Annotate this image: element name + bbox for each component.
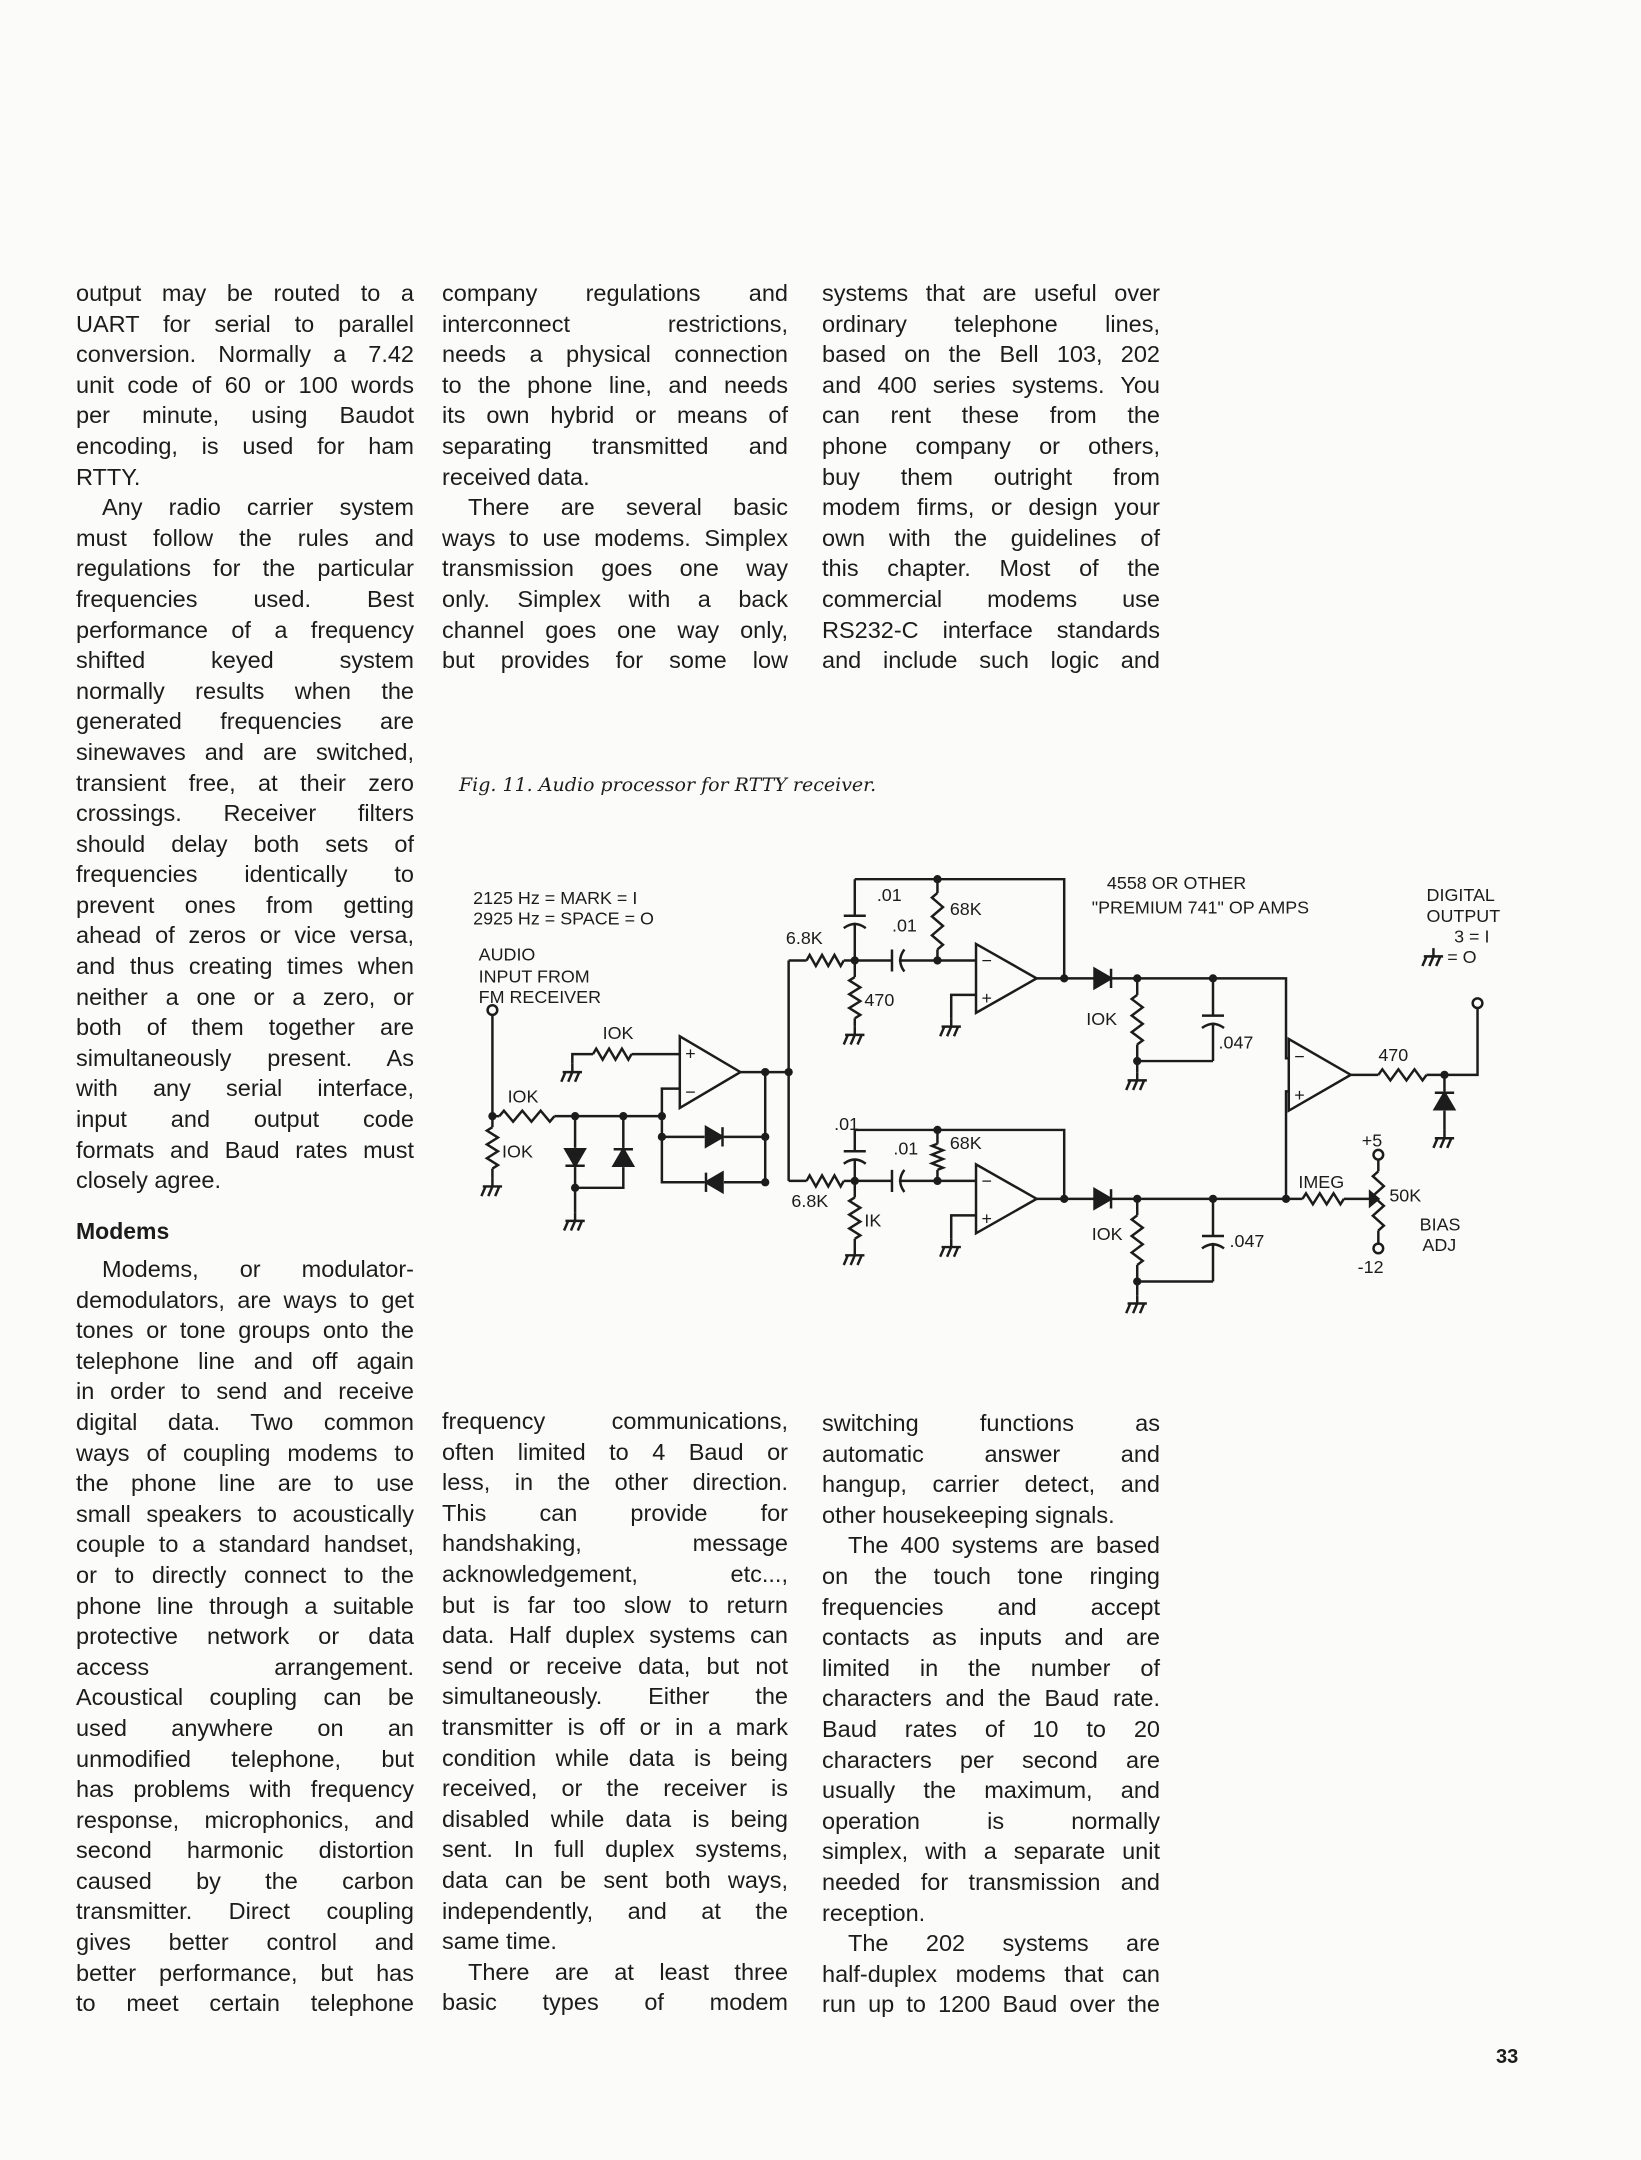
schematic-label-opamps2: "PREMIUM 741" OP AMPS — [1091, 897, 1310, 918]
op-amp-pin-sign: + — [981, 1208, 993, 1229]
text-line: frequency communications, — [442, 1408, 788, 1434]
text-line: performance of a frequency — [76, 616, 414, 643]
diode — [1095, 1189, 1112, 1208]
diode — [565, 1149, 584, 1166]
text-line: formats and Baud rates must — [76, 1136, 414, 1163]
text-line: better performance, but has — [76, 1959, 414, 1986]
text-line: contacts as inputs and are — [822, 1624, 1160, 1651]
text-line: data. Half duplex systems can — [442, 1622, 788, 1649]
text-line: or to directly connect to the — [76, 1561, 414, 1588]
op-amp-pin-sign: − — [685, 1082, 696, 1103]
text-line: characters per second are — [822, 1746, 1160, 1773]
resistor — [1132, 1215, 1143, 1265]
text-line: company regulations and — [442, 280, 788, 306]
text-line: phone company or others, — [822, 432, 1160, 459]
schematic-label-r470-top: 470 — [864, 989, 895, 1010]
resistor — [932, 893, 943, 949]
op-amp-pin-sign: − — [981, 950, 993, 971]
text-line: with any serial interface, — [76, 1075, 414, 1102]
text-line: systems that are useful over — [822, 280, 1160, 306]
text-line: normally results when the — [76, 677, 414, 704]
capacitor — [1202, 1199, 1224, 1282]
text-line: needs a physical connection — [442, 341, 788, 368]
text-line: unmodified telephone, but — [76, 1745, 414, 1772]
text-line: buy them outright from — [822, 463, 1160, 490]
text-line: simultaneously. Either the — [442, 1683, 788, 1710]
paragraph — [442, 278, 788, 492]
schematic-label-imeg: IMEG — [1298, 1171, 1345, 1192]
text-line: transmitter. Direct coupling — [76, 1898, 414, 1925]
schematic-label-plus5: +5 — [1361, 1130, 1383, 1151]
text-line: frequencies identically to — [76, 861, 414, 888]
text-line: data can be sent both ways, — [442, 1866, 788, 1893]
text-line: in order to send and receive — [76, 1378, 414, 1405]
text-line: transmitter is off or in a mark — [442, 1713, 788, 1740]
text-line: its own hybrid or means of — [442, 402, 788, 429]
figure-caption: Fig. 11. Audio processor for RTTY receiver. — [459, 774, 877, 796]
text-line: reception. — [822, 1899, 926, 1926]
wire — [554, 1089, 679, 1117]
text-line: automatic answer and — [822, 1440, 1160, 1467]
ground-symbol — [1422, 948, 1443, 966]
ground-symbol — [481, 1178, 502, 1196]
paragraph — [76, 492, 414, 1196]
text-line: basic types of modem — [442, 1989, 788, 2016]
text-line: handshaking, message — [442, 1530, 788, 1557]
schematic-label-space: 2925 Hz = SPACE = O — [473, 908, 654, 929]
diode — [614, 1149, 633, 1166]
resistor — [593, 1049, 632, 1060]
wire — [572, 1054, 593, 1064]
text-line: prevent ones from getting — [76, 891, 414, 918]
ground-symbol — [940, 1239, 961, 1257]
ground-symbol — [844, 1247, 865, 1265]
circuit-schematic — [469, 861, 1523, 1330]
schematic-label-r1k-bot: IK — [864, 1210, 882, 1231]
schematic-label-c047-bot: .047 — [1229, 1231, 1265, 1252]
text-line: condition while data is being — [442, 1744, 788, 1771]
text-block — [76, 1254, 414, 2019]
text-line: UART for serial to parallel — [76, 310, 414, 337]
text-line: based on the Bell 103, 202 — [822, 341, 1160, 368]
text-line: Any radio carrier system — [102, 494, 414, 521]
diode — [706, 1173, 723, 1192]
schematic-label-bias2: ADJ — [1422, 1235, 1457, 1256]
ground-symbol — [844, 1027, 865, 1045]
text-line: separating transmitted and — [442, 432, 788, 459]
text-line: commercial modems use — [822, 585, 1160, 612]
terminal — [1473, 998, 1483, 1008]
schematic-label-r10k-top: IOK — [1086, 1009, 1118, 1030]
text-line: input and output code — [76, 1106, 414, 1133]
text-line: disabled while data is being — [442, 1805, 788, 1832]
paragraph — [822, 278, 1160, 676]
paragraph — [442, 492, 788, 676]
text-line: response, microphonics, and — [76, 1806, 414, 1833]
schematic-label-c047-top: .047 — [1218, 1032, 1254, 1053]
text-line: and include such logic and — [822, 647, 1160, 674]
text-block — [822, 1408, 1160, 2020]
schematic-label-r10k-bot: IOK — [1091, 1224, 1123, 1245]
text-line: interconnect restrictions, — [442, 310, 788, 337]
text-line: and 400 series systems. You — [822, 371, 1160, 398]
schematic-label-audio2: INPUT FROM — [478, 966, 590, 987]
resistor — [807, 1175, 844, 1186]
schematic-label-r-in-series: IOK — [507, 1086, 539, 1107]
text-line: and thus creating times when — [76, 953, 414, 980]
junction-dot — [658, 1133, 666, 1141]
paragraph — [442, 1957, 788, 2018]
paragraph — [442, 1406, 788, 1957]
schematic-label-r-in-shunt: IOK — [502, 1141, 533, 1162]
text-line: generated frequencies are — [76, 708, 414, 735]
schematic-label-digital4: = O — [1447, 947, 1477, 968]
schematic-label-opamps1: 4558 OR OTHER — [1106, 872, 1247, 893]
schematic-label-r68-bot: 6.8K — [791, 1191, 829, 1212]
text-line: conversion. Normally a 7.42 — [76, 341, 414, 368]
resistor — [499, 1111, 554, 1122]
schematic-label-r-plus: IOK — [602, 1023, 634, 1044]
text-line: access arrangement. — [76, 1653, 414, 1680]
schematic-label-c01-top-b: .01 — [891, 915, 917, 936]
junction-dot — [488, 1112, 496, 1120]
terminal — [1374, 1150, 1384, 1160]
paragraph — [76, 278, 414, 492]
text-line: ahead of zeros or vice versa, — [76, 922, 414, 949]
capacitor — [855, 949, 938, 971]
text-line: RTTY. — [76, 463, 141, 490]
text-line: but is far too slow to return — [442, 1591, 788, 1618]
text-line: second harmonic distortion — [76, 1837, 414, 1864]
section-heading-modems: Modems — [76, 1218, 170, 1244]
text-line: output may be routed to a — [76, 280, 414, 306]
schematic-label-digital2: OUTPUT — [1426, 905, 1501, 926]
schematic-label-r470-out: 470 — [1378, 1045, 1409, 1066]
text-line: This can provide for — [442, 1499, 788, 1526]
text-line: the phone line are to use — [76, 1470, 414, 1497]
text-block — [76, 278, 414, 1196]
text-line: but provides for some low — [442, 647, 788, 674]
ground-symbol — [561, 1064, 582, 1082]
text-line: run up to 1200 Baud over the — [822, 1991, 1160, 2018]
text-line: small speakers to acoustically — [76, 1500, 414, 1527]
text-line: transmission goes one way — [442, 555, 788, 582]
terminal — [1374, 1244, 1384, 1254]
resistor — [487, 1127, 498, 1168]
schematic-label-digital3: 3 = I — [1454, 926, 1490, 947]
schematic-label-r68-top: 6.8K — [785, 927, 823, 948]
text-line: demodulators, are ways to get — [76, 1286, 414, 1313]
schematic-label-c01-top-a: .01 — [876, 885, 902, 906]
text-line: crossings. Receiver filters — [76, 800, 414, 827]
text-line: characters and the Baud rate. — [822, 1685, 1160, 1712]
diode — [1435, 1093, 1454, 1110]
text-line: operation is normally — [822, 1807, 1160, 1834]
text-line: There are at least three — [468, 1958, 788, 1985]
text-line: simplex, with a separate unit — [822, 1838, 1160, 1865]
text-line: should delay both sets of — [76, 830, 414, 857]
text-line: other housekeeping signals. — [822, 1501, 1115, 1528]
wire — [951, 1215, 976, 1238]
text-line: encoding, is used for ham — [76, 432, 414, 459]
schematic-label-minus12: -12 — [1357, 1257, 1384, 1278]
ground-symbol — [1126, 1295, 1147, 1313]
text-line: half-duplex modems that can — [822, 1960, 1160, 1987]
capacitor — [855, 1170, 938, 1192]
text-block — [822, 278, 1160, 676]
text-line: ways of coupling modems to — [76, 1439, 414, 1466]
text-line: caused by the carbon — [76, 1867, 414, 1894]
op-amp-pin-sign: + — [685, 1043, 696, 1064]
diode — [1095, 969, 1112, 988]
resistor — [807, 955, 844, 966]
schematic-label-mark: 2125 Hz = MARK = I — [473, 887, 638, 908]
text-line: can rent these from the — [822, 402, 1160, 429]
text-line: Acoustical coupling can be — [76, 1684, 414, 1711]
text-line: often limited to 4 Baud or — [442, 1438, 788, 1465]
resistor — [849, 1197, 860, 1238]
text-line: The 400 systems are based — [848, 1532, 1160, 1559]
resistor — [932, 1144, 943, 1170]
paragraph — [822, 1408, 1160, 1530]
op-amp-pin-sign: − — [981, 1171, 993, 1192]
wire — [575, 1167, 623, 1188]
text-line: ordinary telephone lines, — [822, 310, 1160, 337]
wire — [951, 995, 976, 1018]
text-line: needed for transmission and — [822, 1868, 1160, 1895]
op-amp-pin-sign: + — [1294, 1085, 1305, 1106]
text-line: sinewaves and are switched, — [76, 738, 414, 765]
text-line: to the phone line, and needs — [442, 371, 788, 398]
text-line: received data. — [442, 463, 590, 490]
schematic-label-c01-bot-a: .01 — [834, 1113, 860, 1134]
schematic-label-c01-bot-b: .01 — [893, 1138, 919, 1159]
text-line: digital data. Two common — [76, 1408, 414, 1435]
text-line: this chapter. Most of the — [822, 555, 1160, 582]
junction-dot — [1060, 974, 1068, 982]
capacitor — [844, 879, 866, 960]
page-number: 33 — [1496, 2046, 1519, 2068]
junction-dot — [1060, 1195, 1068, 1203]
resistor — [1132, 995, 1143, 1045]
text-line: sent. In full duplex systems, — [442, 1836, 788, 1863]
text-block — [442, 1406, 788, 2018]
wire — [662, 1116, 705, 1182]
text-line: neither a one or a zero, or — [76, 983, 414, 1010]
paragraph — [76, 1254, 414, 2019]
text-line: acknowledgement, etc..., — [442, 1560, 788, 1587]
text-line: transient free, at their zero — [76, 769, 414, 796]
text-line: independently, and at the — [442, 1897, 788, 1924]
resistor — [849, 977, 860, 1018]
op-amp-pin-sign: − — [1294, 1046, 1305, 1067]
ground-symbol — [1126, 1072, 1147, 1090]
op-amp-pin-sign: + — [981, 987, 993, 1008]
text-line: Baud rates of 10 to 20 — [822, 1715, 1160, 1742]
text-line: regulations for the particular — [76, 555, 414, 582]
text-line: Modems, or modulator- — [102, 1256, 414, 1282]
ground-symbol — [564, 1213, 585, 1231]
wire — [1427, 1009, 1478, 1075]
text-line: usually the maximum, and — [822, 1777, 1160, 1804]
junction-dot — [761, 1133, 769, 1141]
diode — [706, 1127, 723, 1146]
text-line: must follow the rules and — [76, 524, 414, 551]
text-line: modem firms, or design your — [822, 494, 1160, 521]
text-line: less, in the other direction. — [442, 1469, 788, 1496]
text-line: on the touch tone ringing — [822, 1562, 1160, 1589]
text-line: unit code of 60 or 100 words — [76, 371, 414, 398]
text-line: only. Simplex with a back — [442, 585, 788, 612]
text-line: frequencies used. Best — [76, 585, 414, 612]
paragraph — [822, 1928, 1160, 2020]
resistor — [1378, 1069, 1426, 1080]
text-line: limited in the number of — [822, 1654, 1160, 1681]
wire — [724, 1072, 765, 1182]
text-line: per minute, using Baudot — [76, 402, 414, 429]
text-line: frequencies and accept — [822, 1593, 1160, 1620]
text-line: to meet certain telephone — [76, 1990, 414, 2017]
schematic-label-r68k-bot: 68K — [949, 1133, 982, 1154]
ground-symbol — [940, 1018, 961, 1036]
ground-symbol — [1433, 1130, 1454, 1148]
text-line: has problems with frequency — [76, 1776, 414, 1803]
schematic-label-bias1: BIAS — [1419, 1214, 1461, 1235]
text-line: shifted keyed system — [76, 647, 414, 674]
text-line: ways to use modems. Simplex — [442, 524, 788, 551]
text-line: received, or the receiver is — [442, 1775, 788, 1802]
text-line: same time. — [442, 1928, 557, 1955]
schematic-label-audio1: AUDIO — [478, 944, 536, 965]
text-line: simultaneously present. As — [76, 1044, 414, 1071]
text-line: send or receive data, but not — [442, 1652, 788, 1679]
schematic-label-pot: 50K — [1389, 1185, 1422, 1206]
text-line: tones or tone groups onto the — [76, 1317, 414, 1344]
junction-dot — [761, 1178, 769, 1186]
schematic-label-audio3: FM RECEIVER — [478, 987, 602, 1008]
text-line: switching functions as — [822, 1410, 1160, 1436]
schematic-label-r68k-top: 68K — [949, 899, 982, 920]
schematic-label-digital1: DIGITAL — [1426, 885, 1495, 906]
text-line: RS232-C interface standards — [822, 616, 1160, 643]
capacitor — [844, 1130, 866, 1181]
text-line: couple to a standard handset, — [76, 1531, 414, 1558]
text-line: closely agree. — [76, 1167, 221, 1194]
text-line: hangup, carrier detect, and — [822, 1471, 1160, 1498]
text-line: The 202 systems are — [848, 1930, 1160, 1957]
text-line: telephone line and off again — [76, 1347, 414, 1374]
text-line: There are several basic — [468, 494, 788, 521]
paragraph — [822, 1530, 1160, 1928]
text-line: gives better control and — [76, 1929, 414, 1956]
text-line: channel goes one way only, — [442, 616, 788, 643]
text-block — [442, 278, 788, 676]
text-line: both of them together are — [76, 1014, 414, 1041]
resistor — [1303, 1193, 1344, 1204]
text-line: protective network or data — [76, 1623, 414, 1650]
text-line: own with the guidelines of — [822, 524, 1160, 551]
text-line: used anywhere on an — [76, 1714, 414, 1741]
text-line: phone line through a suitable — [76, 1592, 414, 1619]
